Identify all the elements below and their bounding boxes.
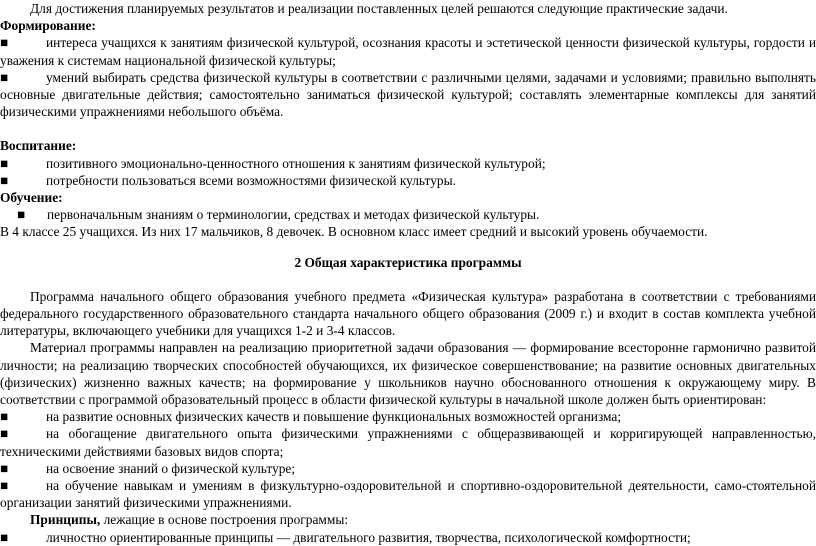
bullet-icon: ■: [0, 529, 9, 545]
bullet-icon: ■: [0, 460, 9, 476]
principles-heading: Принципы,: [30, 512, 101, 528]
program-paragraph: Программа начального общего образования учебного предмета «Физическая культура» разработана в соответствии с требованиями федерального государственного образовательного стандарта начального общего образования (2009 г.) и входит в состав комплекта учебной литературы, включающего учебники для учащихся 1-2 и 3-4 классов.: [0, 288, 816, 339]
intro-text: Для достижения планируемых результатов и реализации поставленных целей решаются следующие практические задачи.: [30, 1, 728, 16]
oriented-item: ■ на освоение знаний о физической культуре;: [0, 460, 296, 476]
bullet-icon: ■: [0, 172, 9, 188]
oriented-item: ■ на обогащение двигательного опыта физическими упражнениями с общеразвивающей и корригирующей направленностью, техническими действиями базовых видов спорта;: [0, 426, 816, 459]
bullet-icon: ■: [0, 478, 9, 494]
class-info: В 4 классе 25 учащихся. Из них 17 мальчиков, 8 девочек. В основном класс имеет средний и высокий уровень обучаемости.: [0, 224, 708, 240]
formirovanie-item: ■ интереса учащихся к занятиям физической культурой, осознания красоты и эстетической ценности физической культуры, гордости и уважения к системам национальной физической культуры;: [0, 35, 816, 68]
bullet-icon: ■: [0, 35, 9, 51]
vospitanie-item: ■ позитивного эмоционально-ценностного отношения к занятиям физической культурой;: [0, 155, 546, 171]
oriented-item: ■ на обучение навыкам и умениям в физкультурно-оздоровительной и спортивно-оздоровительной деятельности, само-стоятельной организации занятий физическими упражнениями.: [0, 478, 816, 511]
vospitanie-item: ■ потребности пользоваться всеми возможностями физической культуры.: [0, 172, 456, 188]
bullet-icon: ■: [0, 409, 9, 425]
vospitanie-heading: Воспитание:: [0, 138, 77, 154]
obuchenie-heading: Обучение:: [0, 190, 63, 206]
material-paragraph: Материал программы направлен на реализацию приоритетной задачи образования — формирование всесторонне гармонично развитой личности; на реализацию творческих способностей обучающихся, их физическое совершенствование; на развитие основных двигательных (физических) жизненно важных качеств; на формирование у школьников научно обоснованного отношения к окружающему миру. В соответствии с программой образовательный процесс в области физической культуры в начальной школе должен быть ориентирован:: [0, 340, 816, 408]
oriented-item: ■ на развитие основных физических качеств и повышение функциональных возможностей организма;: [0, 409, 622, 425]
section-title: 2 Общая характеристика программы: [294, 254, 522, 270]
obuchenie-item: ■ первоначальным знаниям о терминологии, средствах и методах физической культуры.: [17, 207, 540, 223]
bullet-icon: ■: [17, 207, 26, 223]
bullet-icon: ■: [0, 155, 9, 171]
principles-item: ■ личностно ориентированные принципы — двигательного развития, творчества, психологической комфортности;: [0, 529, 691, 545]
principles-line: Принципы, лежащие в основе построения программы:: [30, 512, 349, 528]
formirovanie-item: ■ умений выбирать средства физической культуры в соответствии с различными целями, задачами и условиями; правильно выполнять основные двигательные действия; самостоятельно заниматься физической культурой; составлять элементарные комплексы для занятий физическими упражнениями небольшого объёма.: [0, 69, 816, 120]
bullet-icon: ■: [0, 69, 9, 85]
bullet-icon: ■: [0, 426, 9, 442]
formirovanie-heading: Формирование:: [0, 18, 96, 34]
